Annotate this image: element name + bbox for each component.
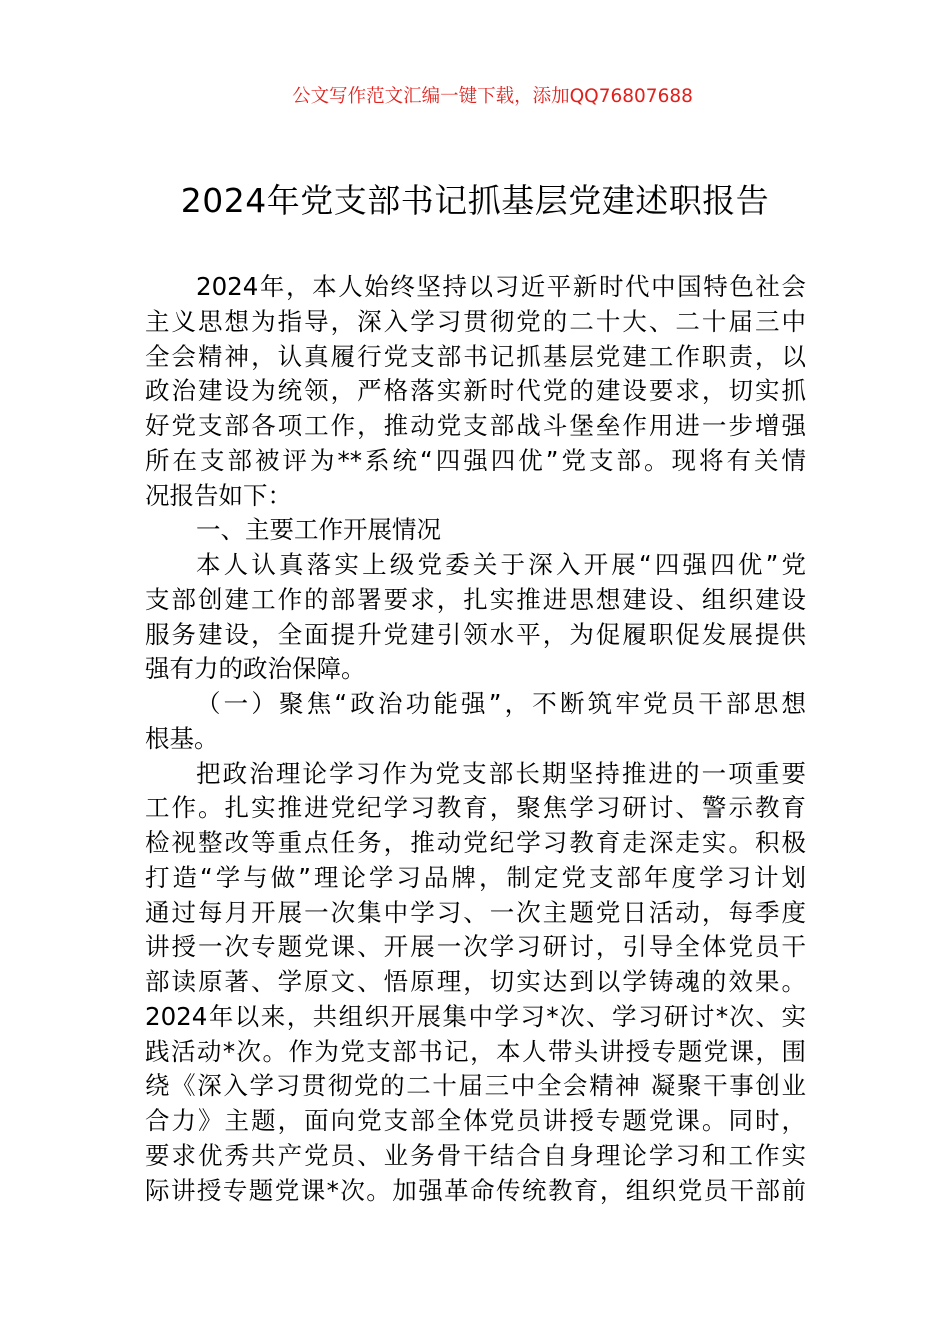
text-line: 政治建设为统领，严格落实新时代党的建设要求，切实抓 xyxy=(145,376,806,406)
text-line: 讲授一次专题党课、开展一次学习研讨，引导全体党员干 xyxy=(145,932,806,962)
text-line: 本人认真落实上级党委关于深入开展“四强四优”党 xyxy=(196,550,806,579)
text-line: 合力》主题，面向党支部全体党员讲授专题党课。同时， xyxy=(145,1106,806,1135)
text-line: 检视整改等重点任务，推动党纪学习教育走深走实。积极 xyxy=(145,828,806,857)
text-line: 打造“学与做”理论学习品牌，制定党支部年度学习计划 xyxy=(145,862,806,892)
text-line: 工作。扎实推进党纪学习教育，聚焦学习研讨、警示教育 xyxy=(145,793,806,823)
text-line: 好党支部各项工作，推动党支部战斗堡垒作用进一步增强 xyxy=(145,411,806,440)
text-line: 际讲授专题党课*次。加强革命传统教育，组织党员干部前 xyxy=(145,1175,806,1205)
text-line: 根基。 xyxy=(145,723,219,753)
text-line: 要求优秀共产党员、业务骨干结合自身理论学习和工作实 xyxy=(145,1140,806,1170)
text-line: 通过每月开展一次集中学习、一次主题党日活动，每季度 xyxy=(145,897,806,927)
text-line: 绕《深入学习贯彻党的二十届三中全会精神 凝聚干事创业 xyxy=(145,1071,806,1101)
document-body xyxy=(145,270,806,1208)
text-line: 把政治理论学习作为党支部长期坚持推进的一项重要 xyxy=(196,758,806,788)
text-line: 一、主要工作开展情况 xyxy=(196,515,441,545)
text-line: 部读原著、学原文、悟原理，切实达到以学铸魂的效果。 xyxy=(145,967,806,996)
text-line: 所在支部被评为**系统“四强四优”党支部。现将有关情 xyxy=(145,445,806,475)
text-line: 支部创建工作的部署要求，扎实推进思想建设、组织建设 xyxy=(145,584,806,614)
text-line: 况报告如下： xyxy=(145,480,292,510)
text-line: 强有力的政治保障。 xyxy=(145,654,366,684)
text-line: （一）聚焦“政治功能强”，不断筑牢党员干部思想 xyxy=(196,689,806,718)
download-banner: 公文写作范文汇编一键下载，添加QQ76807688 xyxy=(292,86,693,107)
text-line: 2024年以来，共组织开展集中学习*次、学习研讨*次、实 xyxy=(145,1001,806,1031)
text-line: 服务建设，全面提升党建引领水平，为促履职促发展提供 xyxy=(145,619,806,649)
text-line: 全会精神，认真履行党支部书记抓基层党建工作职责，以 xyxy=(145,341,806,371)
document-title: 2024年党支部书记抓基层党建述职报告 xyxy=(180,181,770,220)
text-line: 主义思想为指导，深入学习贯彻党的二十大、二十届三中 xyxy=(145,306,806,336)
text-line: 践活动*次。作为党支部书记，本人带头讲授专题党课，围 xyxy=(145,1036,806,1066)
text-line: 2024年，本人始终坚持以习近平新时代中国特色社会 xyxy=(196,272,806,301)
